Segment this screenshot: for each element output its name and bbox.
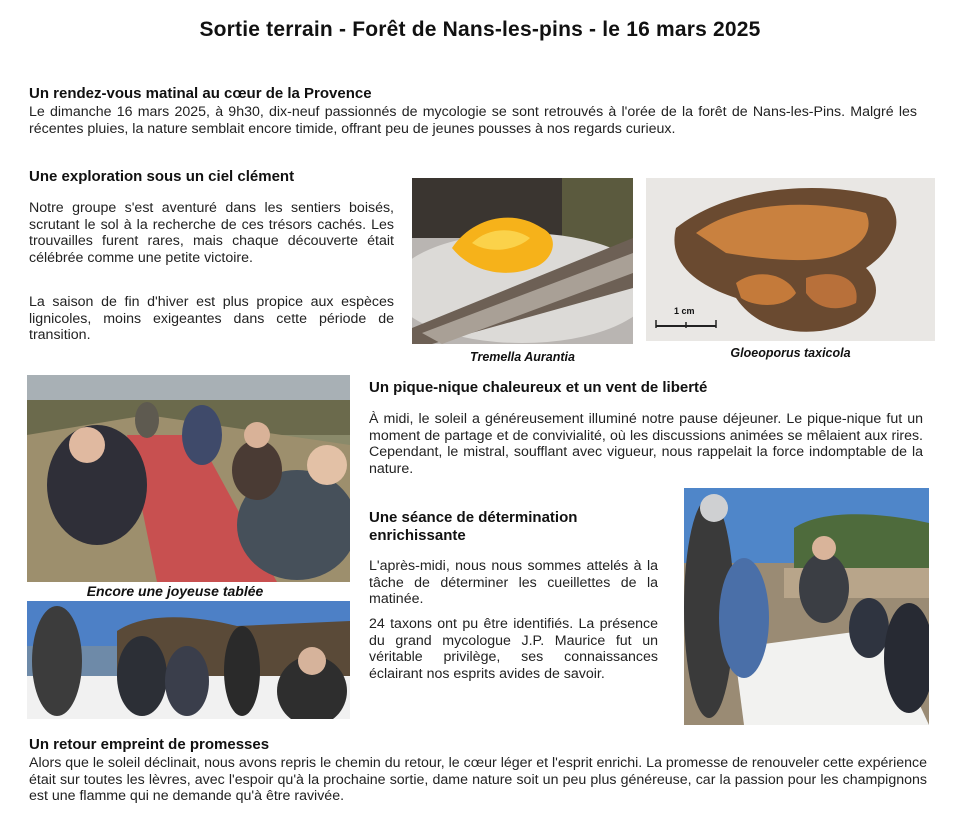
section-text-determination-1: L'après-midi, nous nous sommes attelés à la tâche de déterminer les cueillettes de la matinée. — [369, 558, 658, 607]
tremella-caption: Tremella Aurantia — [470, 350, 575, 364]
gloeoporus-photo — [646, 178, 935, 341]
section-text-retour: Alors que le soleil déclinait, nous avons repris le chemin du retour, le cœur léger et l'esprit enrichi. La promesse de renouveler cette expérience était sur toutes les lèvres, avec l'espoir qu'à la prochaine sortie, dame nature soit un peu plus généreuse, car la passion pour les champignons est une flamme qui ne demande qu'à être ravivée. — [29, 755, 927, 804]
tremella-photo — [412, 178, 633, 344]
scale-label: 1 cm — [674, 306, 695, 316]
section-heading-retour: Un retour empreint de promesses — [29, 736, 270, 753]
section-heading-determination-line1: Une séance de détermination — [369, 509, 578, 526]
section-text-rendez-vous: Le dimanche 16 mars 2025, à 9h30, dix-neuf passionnés de mycologie se sont retrouvés à l'orée de la forêt de Nans-les-Pins. Malgré les récentes pluies, la nature semblait encore timide, offrant peu de jeunes pousses à nos regards curieux. — [29, 104, 917, 137]
section-heading-rendez-vous: Un rendez-vous matinal au cœur de la Provence — [29, 85, 372, 102]
gloeoporus-caption: Gloeoporus taxicola — [730, 346, 851, 360]
section-text-exploration-1: Notre groupe s'est aventuré dans les sentiers boisés, scrutant le sol à la recherche de ces trésors cachés. Les trouvailles furent rares, mais chaque découverte était célébrée comme une petite victoire. — [29, 200, 394, 266]
page-title: Sortie terrain - Forêt de Nans-les-pins - le 16 mars 2025 — [199, 18, 761, 41]
picnic-table-photo — [27, 375, 350, 582]
section-heading-determination-line2: enrichissante — [369, 527, 466, 544]
identification-table-photo — [684, 488, 929, 725]
determination-group-photo — [27, 601, 350, 719]
section-heading-pique-nique: Un pique-nique chaleureux et un vent de liberté — [369, 379, 708, 396]
section-heading-exploration: Une exploration sous un ciel clément — [29, 168, 295, 185]
section-text-exploration-2: La saison de fin d'hiver est plus propice aux espèces lignicoles, moins exigeantes dans cette période de transition. — [29, 294, 394, 343]
section-text-determination-2: 24 taxons ont pu être identifiés. La présence du grand mycologue J.P. Maurice fut un véritable privilège, ses connaissances éclairant nos esprits avides de savoir. — [369, 616, 658, 682]
picnic-caption: Encore une joyeuse tablée — [86, 583, 264, 599]
section-text-pique-nique: À midi, le soleil a généreusement illuminé notre pause déjeuner. Le pique-nique fut un moment de partage et de convivialité, où les discussions animées se mêlaient aux rires. Cependant, le mistral, soufflant avec vigueur, nous rappelait la force indomptable de la nature. — [369, 411, 923, 477]
